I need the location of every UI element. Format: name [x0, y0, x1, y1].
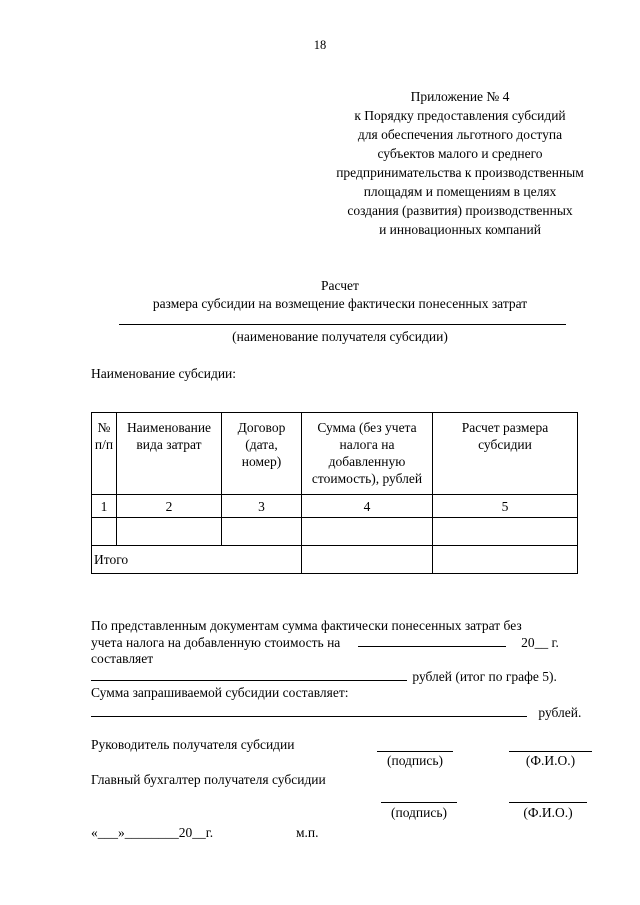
annex-line: к Порядку предоставления субсидий: [354, 108, 566, 123]
annex-line: субъектов малого и среднего: [377, 146, 543, 161]
table-total-row: [92, 546, 578, 574]
signature-caption: (подпись): [386, 753, 444, 768]
table-cell: [92, 518, 117, 546]
head-signature-label: Руководитель получателя субсидии: [91, 737, 295, 752]
year-text: 20__ г.: [521, 635, 559, 650]
summary-line-6: [91, 703, 581, 722]
signature-caption: (подпись): [390, 805, 448, 820]
header-cell: № п/п: [92, 413, 117, 495]
accountant-name-line: [509, 802, 587, 803]
table-cell: [302, 518, 433, 546]
table-cell: [222, 518, 302, 546]
table-header-row: [92, 413, 578, 495]
table-cell: [302, 546, 433, 574]
column-number-cell: 5: [433, 495, 578, 518]
column-number-cell: 2: [117, 495, 222, 518]
annex-line: Приложение № 4: [410, 89, 510, 104]
header-cell: Расчет размера субсидии: [433, 413, 578, 495]
document-title: Расчет: [321, 278, 359, 293]
annex-line: предпринимательства к производственным: [336, 165, 584, 180]
accountant-signature-label: Главный бухгалтер получателя субсидии: [91, 772, 326, 787]
recipient-caption: (наименование получателя субсидии): [232, 329, 448, 344]
table-cell: [433, 518, 578, 546]
header-cell: Наименование вида затрат: [117, 413, 222, 495]
summary-line-5: Сумма запрашиваемой субсидии составляет:: [91, 685, 349, 700]
head-name-line: [509, 751, 592, 752]
annex-header: [290, 87, 630, 239]
summary-line-3: составляет: [91, 651, 154, 666]
table-row: [92, 518, 578, 546]
document-subtitle: размера субсидии на возмещение фактически понесенных затрат: [152, 296, 528, 311]
column-number-cell: 3: [222, 495, 302, 518]
table-cell: [117, 518, 222, 546]
accountant-signature-line: [381, 802, 457, 803]
subsidy-amount-blank-line: [91, 703, 527, 717]
annex-line: и инновационных компаний: [379, 222, 541, 237]
summary-text: учета налога на добавленную стоимость на: [91, 635, 341, 650]
header-cell: Договор (дата, номер): [222, 413, 302, 495]
table-row: [92, 495, 578, 518]
name-caption: (Ф.И.О.): [525, 753, 576, 768]
summary-line-1: По представленным документам сумма фактически понесенных затрат без: [91, 618, 522, 633]
column-number-cell: 1: [92, 495, 117, 518]
total-label-cell: Итого: [92, 546, 302, 574]
summary-text: рублей (итог по графе 5).: [412, 669, 557, 684]
head-signature-line: [377, 751, 453, 752]
seal-place: м.п.: [296, 825, 319, 840]
annex-line: площадям и помещениям в целях: [363, 184, 557, 199]
calculation-table: [91, 412, 578, 574]
annex-line: для обеспечения льготного доступа: [357, 127, 563, 142]
date-line: «___»________20__г.: [91, 825, 214, 840]
amount-blank-line: [91, 667, 407, 681]
date-blank-line: [358, 633, 506, 647]
annex-line: создания (развития) производственных: [347, 203, 573, 218]
recipient-name-line: [119, 324, 566, 325]
subsidy-name-label: Наименование субсидии:: [91, 366, 237, 381]
summary-text: рублей.: [538, 705, 582, 720]
name-caption: (Ф.И.О.): [523, 805, 573, 820]
column-number-cell: 4: [302, 495, 433, 518]
page-number: 18: [313, 38, 327, 52]
header-cell: Сумма (без учета налога на добавленную стоимость), рублей: [302, 413, 433, 495]
table-cell: [433, 546, 578, 574]
